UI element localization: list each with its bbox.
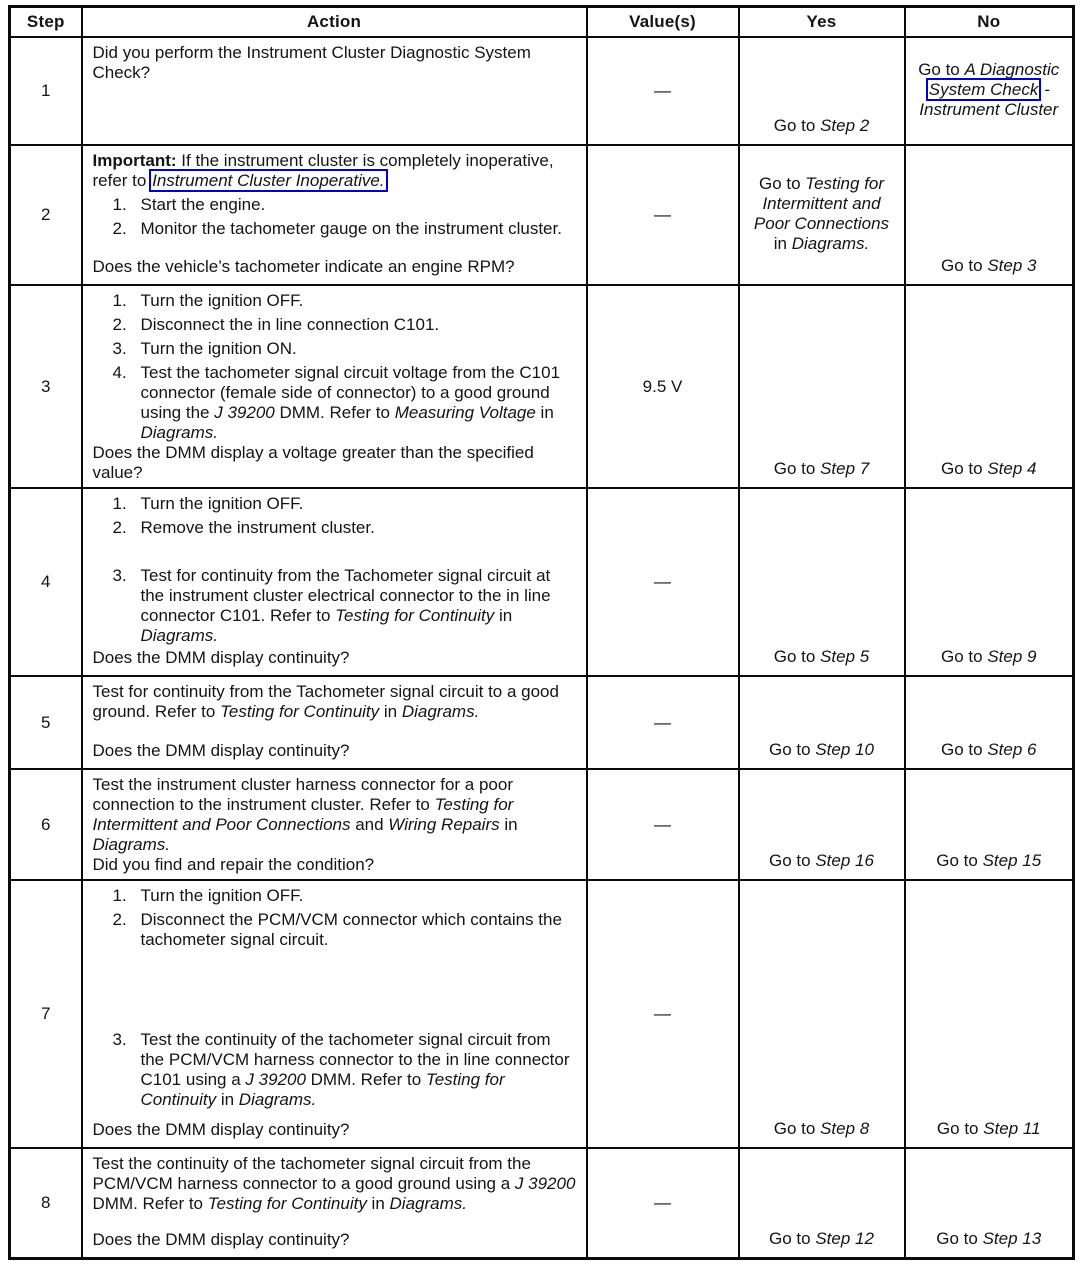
- action-list-item: [93, 1030, 576, 1110]
- no-cell-content: [906, 286, 1073, 487]
- text-segment: Diagrams.: [389, 1194, 467, 1213]
- list-number: 3.: [112, 566, 127, 585]
- text-segment: Remove the instrument cluster.: [140, 518, 375, 537]
- text-segment: Go to: [773, 1119, 821, 1138]
- yes-cell-content: [740, 146, 904, 284]
- text-segment: J 39200: [214, 403, 275, 422]
- action-list-item: [93, 291, 576, 311]
- value-cell: [587, 37, 739, 145]
- text-segment: —: [654, 1193, 671, 1212]
- text-segment: Go to: [936, 1229, 983, 1248]
- yes-cell: [739, 1148, 905, 1259]
- value-cell: [587, 1148, 739, 1259]
- step-number: 8: [41, 1193, 51, 1212]
- text-segment: in: [366, 1194, 390, 1213]
- text-segment: Step 6: [987, 740, 1037, 759]
- no-cell: [905, 1148, 1074, 1259]
- text-segment: Does the DMM display continuity?: [92, 1230, 350, 1249]
- action-list-item: [93, 518, 576, 538]
- step-number: 2: [41, 205, 51, 224]
- header-step: Step: [10, 7, 82, 38]
- yes-cell-content: [740, 286, 904, 487]
- text-segment: Turn the ignition OFF.: [140, 291, 304, 310]
- text-segment: Test the instrument cluster harness connector for a poor connection to the instrument cluster. Refer to: [92, 775, 513, 814]
- value-content: [588, 677, 738, 768]
- text-segment: —: [654, 1004, 671, 1023]
- action-list-item: [93, 219, 576, 239]
- action-list-item: [93, 195, 576, 215]
- action-cell: [82, 285, 587, 488]
- text-segment: Turn the ignition ON.: [140, 339, 297, 358]
- action-paragraph: [93, 43, 576, 83]
- list-text: [141, 1030, 576, 1110]
- link-instrument-cluster-inoperative[interactable]: Instrument Cluster Inoperative.: [152, 171, 385, 190]
- step-cell: [10, 676, 82, 769]
- step-cell: [10, 880, 82, 1148]
- action-content: [83, 489, 586, 675]
- no-cell: [905, 769, 1074, 880]
- no-cell: [905, 37, 1074, 145]
- action-list-item: [93, 886, 576, 906]
- text-segment: Test for continuity from the Tachometer signal circuit at the instrument cluster electrical connector to the in line connector C101. Refer to: [140, 566, 551, 625]
- text-segment: Did you find and repair the condition?: [92, 855, 375, 874]
- text-segment: Step 12: [815, 1229, 874, 1248]
- value-content: [588, 286, 738, 487]
- action-paragraph: [93, 775, 576, 855]
- text-segment: Diagrams.: [140, 626, 218, 645]
- list-text: [141, 339, 576, 359]
- value-content: [588, 1149, 738, 1257]
- value-content: [588, 881, 738, 1147]
- text-segment: Test for continuity from the Tachometer signal circuit to a good ground. Refer to: [92, 682, 559, 721]
- list-number: 1.: [112, 195, 127, 214]
- action-question: [93, 648, 576, 668]
- action-content: [83, 881, 586, 1147]
- text-segment: in: [535, 403, 554, 422]
- action-paragraph: [93, 682, 576, 722]
- goto-reference: [912, 740, 1067, 760]
- list-number: 1.: [112, 494, 127, 513]
- yes-cell: [739, 676, 905, 769]
- list-number: 2.: [112, 910, 127, 929]
- text-segment: Step 3: [987, 256, 1037, 275]
- list-text: [141, 195, 576, 215]
- action-content: [83, 677, 586, 768]
- text-segment: Wiring Repairs: [388, 815, 500, 834]
- text-segment: Go to: [773, 647, 821, 666]
- list-number: 2.: [112, 315, 127, 334]
- value-cell: [587, 145, 739, 285]
- text-segment: Testing for Intermittent and Poor Connections: [92, 795, 514, 834]
- action-content: [83, 286, 586, 487]
- text-segment: —: [654, 814, 671, 834]
- step-cell: [10, 145, 82, 285]
- text-segment: Testing for Continuity: [220, 702, 380, 721]
- text-segment: Go to: [941, 459, 988, 478]
- yes-cell: [739, 285, 905, 488]
- action-cell: [82, 488, 587, 676]
- no-cell-content: [906, 489, 1073, 675]
- no-cell-content: [906, 146, 1073, 284]
- text-segment: 9.5 V: [642, 376, 683, 396]
- table-row-step-8: [10, 1148, 1074, 1259]
- goto-reference: [912, 459, 1067, 479]
- value-cell: [587, 880, 739, 1148]
- text-segment: and: [350, 815, 389, 834]
- list-text: [141, 886, 576, 906]
- list-number: 1.: [112, 886, 127, 905]
- no-cell-content: [906, 881, 1073, 1147]
- table-row-step-1: [10, 37, 1074, 145]
- step-cell: [10, 285, 82, 488]
- yes-cell-content: [740, 1149, 904, 1257]
- yes-cell-content: [740, 770, 904, 879]
- no-cell-content: [906, 677, 1073, 768]
- table-row-step-6: [10, 769, 1074, 880]
- text-segment: Does the DMM display continuity?: [92, 648, 350, 667]
- text-segment: Go to: [758, 173, 806, 193]
- no-cell-content: [906, 770, 1073, 879]
- text-segment: Go to: [769, 740, 816, 759]
- action-cell: [82, 145, 587, 285]
- yes-cell-content: [740, 881, 904, 1147]
- no-cell-content: [906, 1149, 1073, 1257]
- step-cell: [10, 1148, 82, 1259]
- text-segment: Important:: [92, 151, 177, 170]
- goto-reference: [746, 1119, 898, 1139]
- header-no: No: [905, 7, 1074, 38]
- list-text: [141, 315, 576, 335]
- list-number: 2.: [112, 219, 127, 238]
- text-segment: DMM. Refer to: [274, 403, 395, 422]
- value-cell: [587, 285, 739, 488]
- goto-reference: [746, 459, 898, 479]
- text-segment: Go to: [773, 459, 821, 478]
- text-segment: Diagrams.: [401, 702, 480, 721]
- text-segment: Measuring Voltage: [394, 403, 536, 422]
- diagnostic-table-body: [10, 37, 1074, 1259]
- step-cell: [10, 488, 82, 676]
- text-segment: Step 2: [820, 116, 870, 135]
- action-list-item: [93, 910, 576, 950]
- text-segment: in: [494, 606, 513, 625]
- yes-cell: [739, 145, 905, 285]
- step-number: 4: [41, 572, 51, 591]
- text-segment: DMM. Refer to: [305, 1070, 426, 1089]
- text-segment: Turn the ignition OFF.: [140, 886, 304, 905]
- goto-reference: [912, 851, 1067, 871]
- text-segment: Disconnect the PCM/VCM connector which contains the tachometer signal circuit.: [140, 910, 562, 949]
- list-text: [141, 518, 576, 538]
- step-cell: [10, 769, 82, 880]
- step-number: 3: [41, 376, 51, 396]
- list-text: [141, 291, 576, 311]
- text-segment: If the instrument cluster is completely inoperative, refer to: [92, 151, 554, 190]
- action-list-item: [93, 339, 576, 359]
- list-number: 1.: [112, 291, 127, 310]
- header-row: [10, 7, 1074, 38]
- table-row-step-3: [10, 285, 1074, 488]
- goto-reference: [746, 647, 898, 667]
- text-segment: Diagrams.: [238, 1090, 317, 1109]
- text-segment: Go to: [936, 1119, 984, 1138]
- text-segment: —: [654, 712, 671, 732]
- yes-cell: [739, 488, 905, 676]
- no-cell: [905, 676, 1074, 769]
- text-segment: Diagrams.: [791, 233, 870, 253]
- goto-reference: [746, 851, 898, 871]
- action-content: [83, 1149, 586, 1257]
- action-content: [83, 146, 586, 284]
- yes-cell: [739, 880, 905, 1148]
- value-content: [588, 38, 738, 144]
- text-segment: Step 11: [983, 1119, 1041, 1138]
- step-number: 5: [41, 712, 51, 732]
- table-row-step-4: [10, 488, 1074, 676]
- text-segment: Monitor the tachometer gauge on the instrument cluster.: [140, 219, 562, 238]
- text-segment: - Instrument Cluster: [919, 79, 1059, 119]
- step-number: 6: [41, 814, 51, 834]
- text-segment: Step 10: [815, 740, 874, 759]
- text-segment: Step 5: [820, 647, 870, 666]
- text-segment: Step 7: [820, 459, 870, 478]
- step-number: 1: [41, 81, 51, 100]
- step-number: 7: [41, 1004, 51, 1023]
- header-action: Action: [82, 7, 587, 38]
- list-text: [141, 494, 576, 514]
- value-cell: [587, 488, 739, 676]
- text-segment: Step 13: [982, 1229, 1042, 1248]
- text-segment: Go to: [936, 851, 983, 870]
- action-list-item: [93, 315, 576, 335]
- link-diagnostic-system-check[interactable]: System Check: [928, 79, 1039, 99]
- goto-reference: [918, 60, 1060, 120]
- text-segment: Does the DMM display continuity?: [92, 741, 350, 760]
- action-question: [93, 257, 576, 277]
- no-cell: [905, 285, 1074, 488]
- list-text: [141, 910, 576, 950]
- header-yes: Yes: [739, 7, 905, 38]
- text-segment: —: [654, 572, 671, 591]
- action-question: [93, 443, 576, 483]
- action-content: [83, 38, 586, 144]
- text-segment: in: [773, 233, 792, 253]
- text-segment: —: [654, 205, 671, 224]
- action-list-item: [93, 566, 576, 646]
- value-cell: [587, 769, 739, 880]
- text-segment: Test the continuity of the tachometer signal circuit from the PCM/VCM harness connector to the in line connector C101 using a: [140, 1030, 570, 1089]
- yes-cell-content: [740, 38, 904, 144]
- value-content: [588, 489, 738, 675]
- text-segment: Disconnect the in line connection C101.: [140, 315, 440, 334]
- text-segment: Go to: [769, 1229, 816, 1248]
- list-number: 2.: [112, 518, 127, 537]
- text-segment: Does the DMM display continuity?: [92, 1120, 350, 1139]
- no-cell: [905, 880, 1074, 1148]
- list-number: 3.: [112, 1030, 127, 1049]
- action-paragraph: [93, 1154, 576, 1214]
- text-segment: Test the tachometer signal circuit voltage from the C101 connector (female side of connector) to a good ground using the: [140, 363, 561, 422]
- text-segment: Go to: [773, 116, 821, 135]
- text-segment: Testing for Continuity: [207, 1194, 367, 1213]
- goto-reference: [912, 1119, 1067, 1139]
- action-cell: [82, 37, 587, 145]
- table-row-step-2: [10, 145, 1074, 285]
- header-values: Value(s): [587, 7, 739, 38]
- text-segment: Did you perform the Instrument Cluster Diagnostic System Check?: [92, 43, 531, 82]
- action-question: [93, 1230, 576, 1250]
- diagnostic-table: [8, 5, 1075, 1260]
- text-segment: DMM. Refer to: [92, 1194, 208, 1213]
- step-cell: [10, 37, 82, 145]
- list-number: 4.: [112, 363, 127, 382]
- yes-cell-content: [740, 677, 904, 768]
- text-segment: Go to: [941, 740, 988, 759]
- text-segment: Testing for Continuity: [335, 606, 495, 625]
- goto-reference: [746, 1229, 898, 1249]
- text-segment: in: [499, 815, 518, 834]
- action-list-item: [93, 363, 576, 443]
- text-segment: Testing for Continuity: [140, 1070, 505, 1109]
- text-segment: Step 4: [987, 459, 1037, 478]
- action-cell: [82, 880, 587, 1148]
- list-text: [141, 566, 576, 646]
- goto-reference: [751, 174, 893, 254]
- text-segment: Test the continuity of the tachometer signal circuit from the PCM/VCM harness connector to a good ground using a: [92, 1154, 531, 1193]
- yes-cell-content: [740, 489, 904, 675]
- list-text: [141, 363, 576, 443]
- goto-reference: [912, 1229, 1067, 1249]
- action-paragraph: [93, 151, 576, 191]
- text-segment: J 39200: [514, 1174, 576, 1193]
- text-segment: Step 8: [820, 1119, 870, 1138]
- action-list-item: [93, 494, 576, 514]
- action-question: [93, 741, 576, 761]
- goto-reference: [912, 647, 1067, 667]
- no-cell: [905, 488, 1074, 676]
- list-text: [141, 219, 576, 239]
- value-content: [588, 770, 738, 879]
- text-segment: Go to: [941, 256, 988, 275]
- text-segment: Step 9: [987, 647, 1037, 666]
- action-question: [93, 855, 576, 875]
- text-segment: Does the DMM display a voltage greater than the specified value?: [92, 443, 534, 482]
- table-row-step-5: [10, 676, 1074, 769]
- list-number: 3.: [112, 339, 127, 358]
- action-cell: [82, 769, 587, 880]
- goto-reference: [746, 740, 898, 760]
- text-segment: Go to: [918, 59, 965, 79]
- text-segment: in: [216, 1090, 239, 1109]
- no-cell-content: [906, 38, 1073, 144]
- action-cell: [82, 1148, 587, 1259]
- yes-cell: [739, 37, 905, 145]
- no-cell: [905, 145, 1074, 285]
- text-segment: J 39200: [245, 1070, 306, 1089]
- text-segment: Diagrams.: [140, 423, 218, 442]
- text-segment: Turn the ignition OFF.: [140, 494, 304, 513]
- text-segment: Testing for Intermittent and Poor Connections: [753, 173, 890, 233]
- action-content: [83, 770, 586, 879]
- text-segment: —: [654, 81, 671, 100]
- value-cell: [587, 676, 739, 769]
- text-segment: Go to: [769, 851, 816, 870]
- text-segment: A Diagnostic: [964, 59, 1060, 79]
- action-question: [93, 1120, 576, 1140]
- table-row-step-7: [10, 880, 1074, 1148]
- value-content: [588, 146, 738, 284]
- goto-reference: [746, 116, 898, 136]
- text-segment: in: [379, 702, 402, 721]
- text-segment: Diagrams.: [92, 835, 170, 854]
- text-segment: Start the engine.: [140, 195, 266, 214]
- text-segment: Go to: [941, 647, 988, 666]
- text-segment: Step 15: [982, 851, 1042, 870]
- text-segment: Step 16: [815, 851, 874, 870]
- yes-cell: [739, 769, 905, 880]
- goto-reference: [912, 256, 1067, 276]
- action-cell: [82, 676, 587, 769]
- text-segment: Does the vehicle’s tachometer indicate an engine RPM?: [92, 257, 515, 276]
